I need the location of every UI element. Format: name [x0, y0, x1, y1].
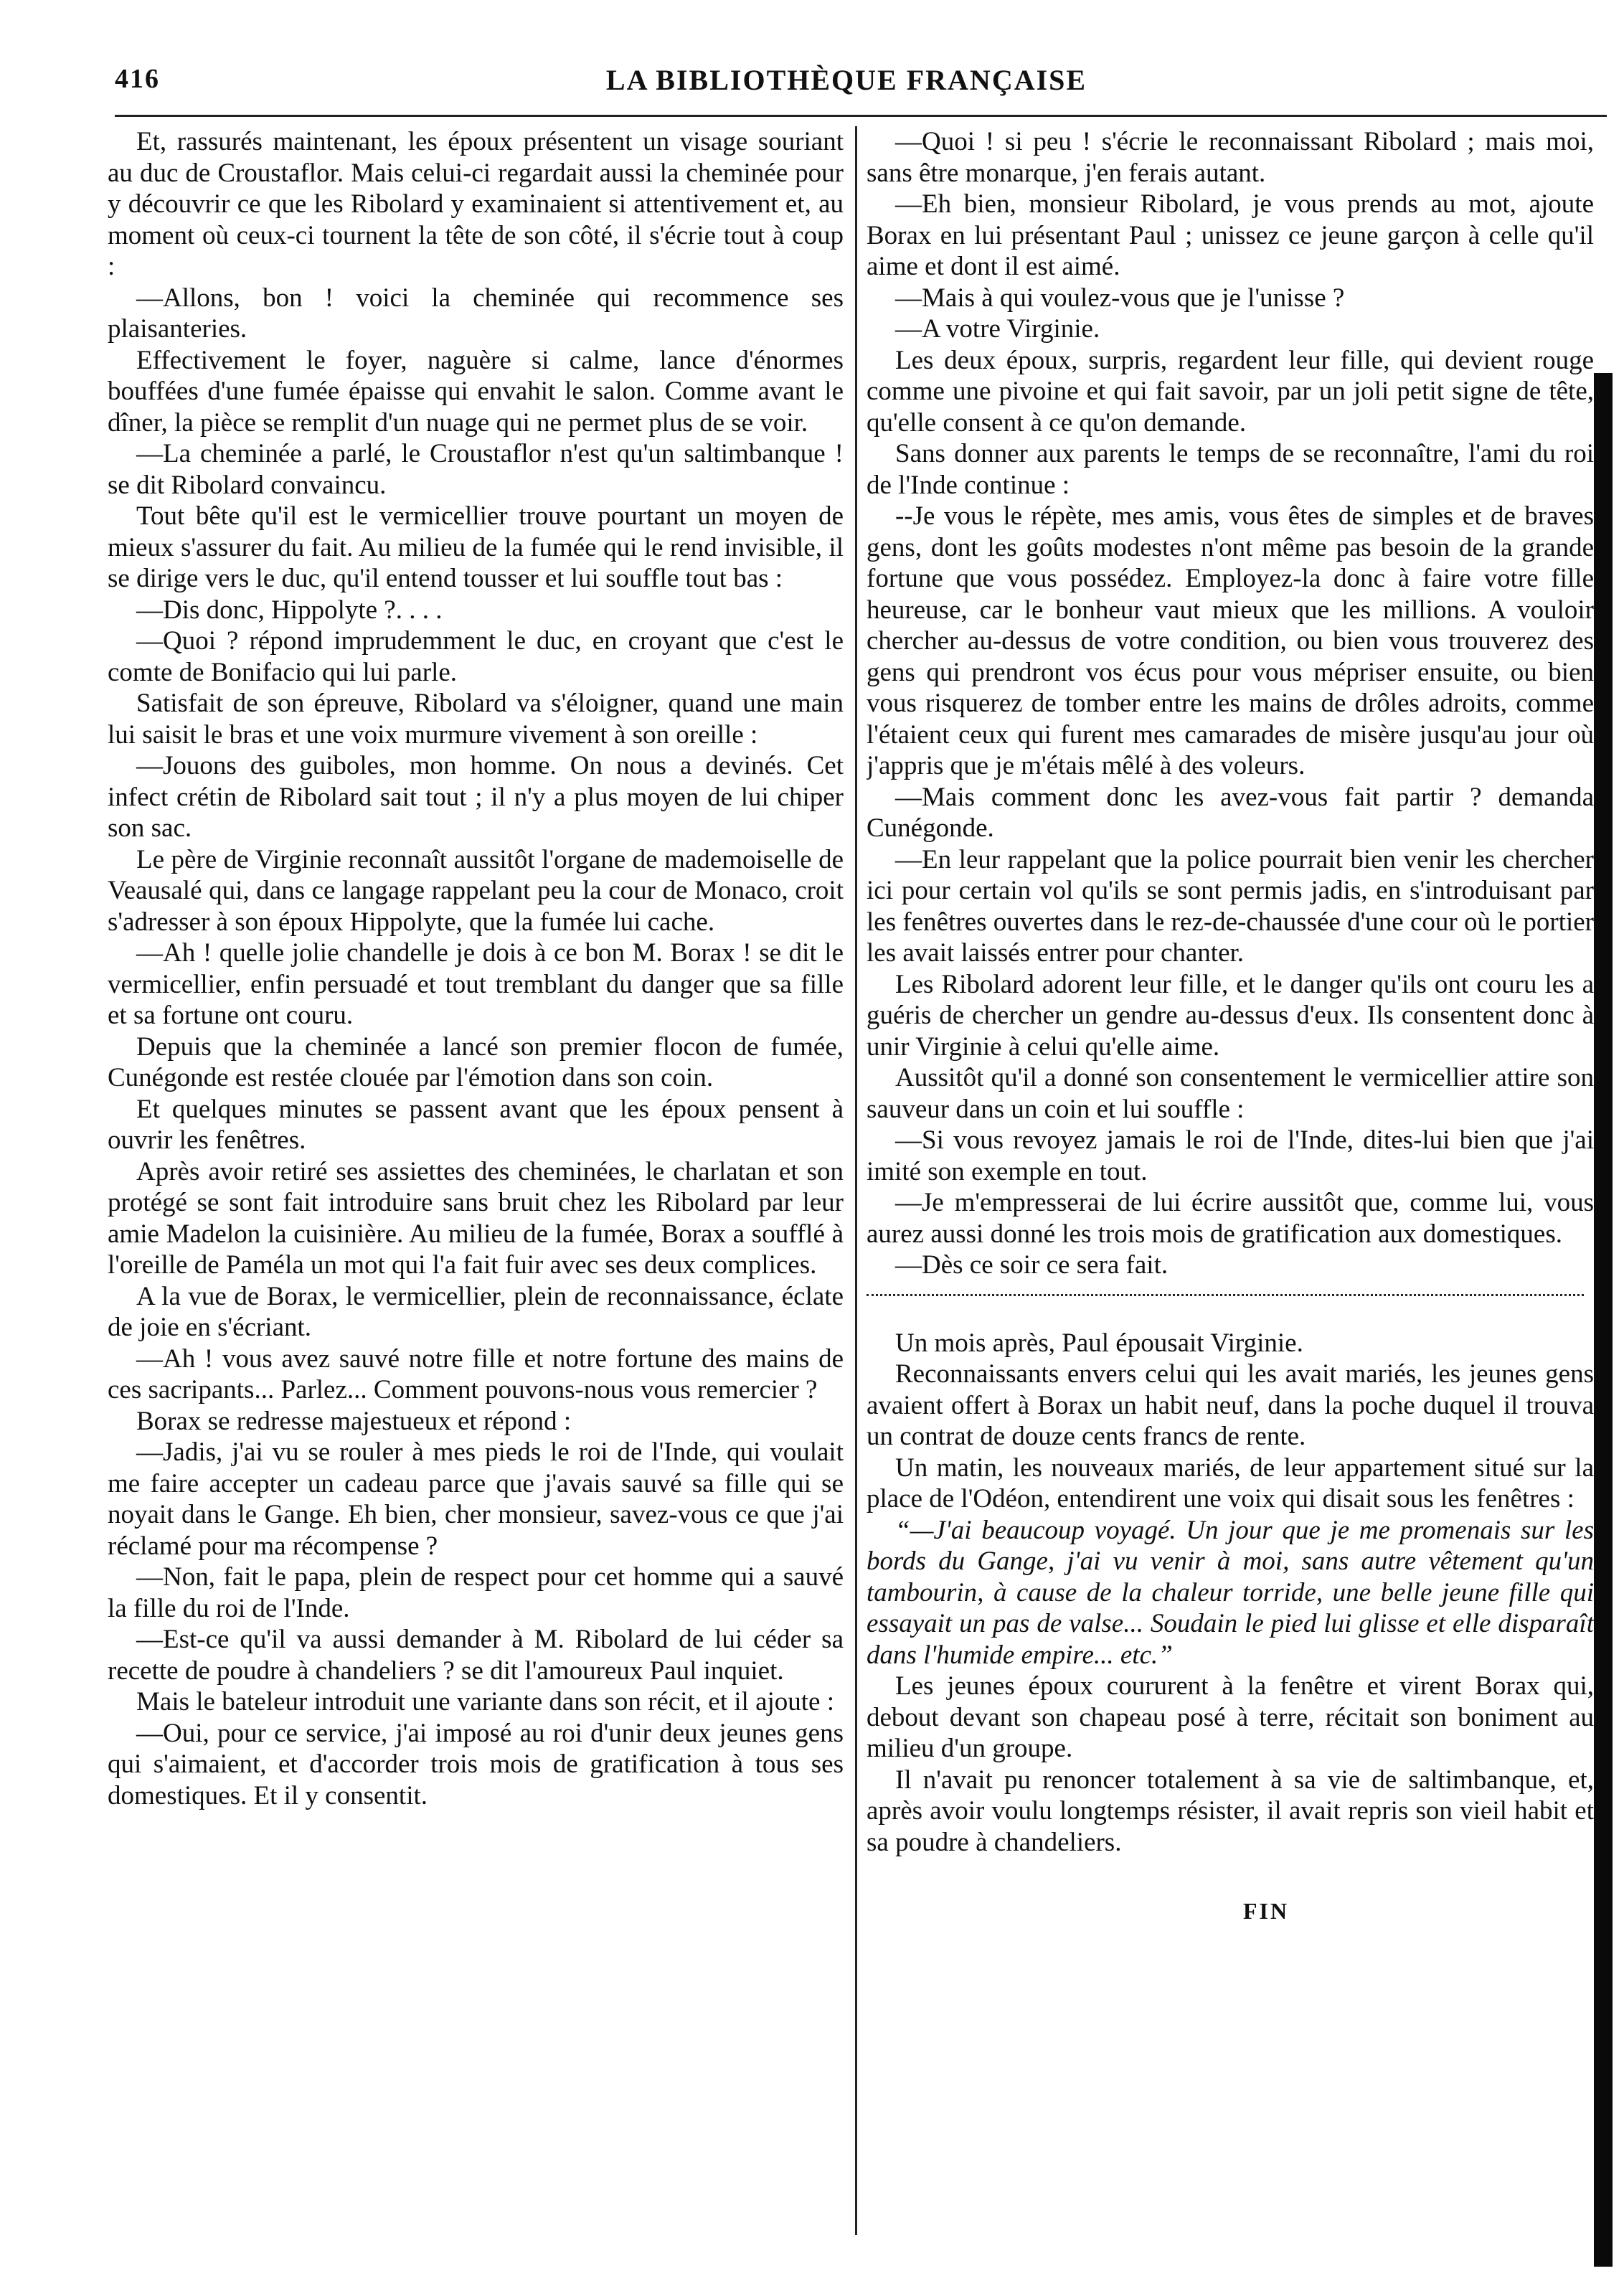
paragraph: --Je vous le répète, mes amis, vous êtes de simples et de braves gens, dont les goûts modestes n'ont même pas besoin de la grande fortune que vous possédez. Employez-la donc à faire votre fille heureuse, car le bonheur vaut mieux que les millions. A vouloir chercher au-dessus de votre condition, ou bien vous trouverez des gens qui prendront vos écus pour vous mépriser ensuite, ou bien vous risquerez de tomber entre les mains de drôles adroits, comme l'étaient ceux qui furent mes camarades de misère jusqu'au jour où j'appris que je m'étais mêlé à des voleurs.: [867, 501, 1594, 780]
paragraph: Depuis que la cheminée a lancé son premier flocon de fumée, Cunégonde est restée clouée par l'émotion dans son coin.: [108, 1031, 844, 1092]
paragraph: —Mais comment donc les avez-vous fait partir ? demanda Cunégonde.: [867, 782, 1594, 843]
paragraph: —Jouons des guiboles, mon homme. On nous a devinés. Cet infect crétin de Ribolard sait tout ; il n'y a plus moyen de lui chiper son sac.: [108, 751, 844, 843]
paragraph: Tout bête qu'il est le vermicellier trouve pourtant un moyen de mieux s'assurer du fait. Au milieu de la fumée qui le rend invisible, il se dirige vers le duc, qu'il entend tousser et lui souffle tout bas :: [108, 501, 844, 593]
running-title: LA BIBLIOTHÈQUE FRANÇAISE: [605, 64, 1087, 96]
paragraph: —Eh bien, monsieur Ribolard, je vous prends au mot, ajoute Borax en lui présentant Paul ; unissez ce jeune garçon à celle qu'il aime et dont il est aimé.: [867, 189, 1594, 281]
paragraph: —Ah ! vous avez sauvé notre fille et notre fortune des mains de ces sacripants... Parlez... Comment pouvons-nous vous remercier ?: [108, 1344, 844, 1404]
section-separator: [867, 1294, 1584, 1328]
paragraph: —A votre Virginie.: [895, 314, 1100, 344]
paragraph: Effectivement le foyer, naguère si calme, lance d'énormes bouffées d'une fumée épaisse qui envahit le salon. Comme avant le dîner, la pièce se remplit d'un nuage qui ne permet plus de se voir.: [108, 345, 844, 438]
paragraph: Un matin, les nouveaux mariés, de leur appartement situé sur la place de l'Odéon, entendirent une voix qui disait sous les fenêtres :: [867, 1453, 1594, 1514]
paragraph: —Jadis, j'ai vu se rouler à mes pieds le roi de l'Inde, qui voulait me faire accepter un cadeau parce que j'avais sauvé sa fille qui se noyait dans le Gange. Eh bien, cher monsieur, savez-vous ce que j'ai réclamé pour ma récompense ?: [108, 1437, 844, 1561]
header-rule: [115, 115, 1607, 117]
paragraph: —Allons, bon ! voici la cheminée qui recommence ses plaisanteries.: [108, 283, 844, 344]
page-number: 416: [115, 64, 160, 94]
column-divider: [855, 126, 857, 2235]
paragraph: Le père de Virginie reconnaît aussitôt l'organe de mademoiselle de Veausalé qui, dans ce langage rappelant peu la cour de Monaco, croit s'adresser à son époux Hippolyte, que la fumée lui cache.: [108, 844, 844, 937]
paragraph: —Dis donc, Hippolyte ?. . . .: [136, 595, 443, 625]
paragraph: Et, rassurés maintenant, les époux présentent un visage souriant au duc de Croustaflor. Mais celui-ci regardait aussi la cheminée pour y découvrir ce que les Ribolard y examinaient si attentivement et, au moment où ceux-ci tournent la tête de son côté, il s'écrie tout à coup :: [108, 127, 844, 281]
paragraph: Borax se redresse majestueux et répond :: [136, 1406, 572, 1436]
paragraph: Reconnaissants envers celui qui les avait mariés, les jeunes gens avaient offert à Borax un habit neuf, dans la poche duquel il trouva un contrat de douze cents francs de rente.: [867, 1359, 1594, 1451]
paragraph: —En leur rappelant que la police pourrait bien venir les chercher ici pour certain vol qu'ils se sont permis jadis, en s'introduisant par les fenêtres ouvertes dans le rez-de-chaussée d'une cour où le portier les avait laissés entrer pour chanter.: [867, 844, 1594, 968]
paragraph: —La cheminée a parlé, le Croustaflor n'est qu'un saltimbanque ! se dit Ribolard convaincu.: [108, 439, 844, 500]
paragraph: —Dès ce soir ce sera fait.: [895, 1250, 1169, 1280]
paragraph: —Oui, pour ce service, j'ai imposé au roi d'unir deux jeunes gens qui s'aimaient, et d'accorder trois mois de gratification à tous ses domestiques. Et il y consentit.: [108, 1718, 844, 1810]
paragraph: Aussitôt qu'il a donné son consentement le vermicellier attire son sauveur dans un coin et lui souffle :: [867, 1063, 1594, 1124]
paragraph: Satisfait de son épreuve, Ribolard va s'éloigner, quand une main lui saisit le bras et une voix murmure vivement à son oreille :: [108, 689, 844, 750]
paragraph: Mais le bateleur introduit une variante dans son récit, et il ajoute :: [136, 1687, 835, 1717]
paragraph: —Quoi ! si peu ! s'écrie le reconnaissant Ribolard ; mais moi, sans être monarque, j'en ferais autant.: [867, 127, 1594, 188]
paragraph: A la vue de Borax, le vermicellier, plein de reconnaissance, éclate de joie en s'écriant.: [108, 1281, 844, 1342]
paragraph: —Je m'empresserai de lui écrire aussitôt que, comme lui, vous aurez aussi donné les trois mois de gratification aux domestiques.: [867, 1188, 1594, 1249]
paragraph: Les deux époux, surpris, regardent leur fille, qui devient rouge comme une pivoine et qui fait savoir, par un joli petit signe de tête, qu'elle consent à ce qu'on demande.: [867, 345, 1594, 438]
paragraph: Après avoir retiré ses assiettes des cheminées, le charlatan et son protégé se sont fait introduire sans bruit chez les Ribolard par leur amie Madelon la cuisinière. Au milieu de la fumée, Borax a soufflé à l'oreille de Paméla un mot qui l'a fait fuir avec ses deux complices.: [108, 1156, 844, 1280]
paragraph: Il n'avait pu renoncer totalement à sa vie de saltimbanque, et, après avoir voulu longtemps résister, il avait repris son vieil habit et sa poudre à chandeliers.: [867, 1765, 1594, 1857]
paragraph: Un mois après, Paul épousait Virginie.: [895, 1328, 1303, 1358]
paragraph: Et quelques minutes se passent avant que les époux pensent à ouvrir les fenêtres.: [108, 1094, 844, 1155]
paragraph: —Si vous revoyez jamais le roi de l'Inde, dites-lui bien que j'ai imité son exemple en tout.: [867, 1125, 1594, 1186]
page-header: [115, 63, 1578, 106]
paragraph: —Est-ce qu'il va aussi demander à M. Ribolard de lui céder sa recette de poudre à chandeliers ? se dit l'amoureux Paul inquiet.: [108, 1625, 844, 1686]
paragraph: —Non, fait le papa, plein de respect pour cet homme qui a sauvé la fille du roi de l'Inde.: [108, 1562, 844, 1623]
right-column: [867, 126, 1594, 1925]
end-mark: FIN: [1242, 1898, 1290, 1924]
paragraph: —Quoi ? répond imprudemment le duc, en croyant que c'est le comte de Bonifacio qui lui parle.: [108, 626, 844, 687]
paragraph: —Ah ! quelle jolie chandelle je dois à ce bon M. Borax ! se dit le vermicellier, enfin persuadé et tout tremblant du danger que sa fille et sa fortune ont couru.: [108, 938, 844, 1030]
paragraph: Sans donner aux parents le temps de se reconnaître, l'ami du roi de l'Inde continue :: [867, 439, 1594, 500]
paragraph: —Mais à qui voulez-vous que je l'unisse ?: [895, 283, 1345, 313]
paragraph: Les jeunes époux coururent à la fenêtre et virent Borax qui, debout devant son chapeau posé à terre, récitait son boniment au milieu d'un groupe.: [867, 1671, 1594, 1763]
scan-edge-shadow: [1594, 373, 1613, 2267]
song-quote: “—J'ai beaucoup voyagé. Un jour que je me promenais sur les bords du Gange, j'ai vu venir à moi, sans autre vêtement qu'un tambourin, à cause de la chaleur torride, une belle jeune fille qui essayait un pas de valse... Soudain le pied lui glisse et elle disparaît dans l'humide empire... etc.”: [867, 1515, 1594, 1670]
paragraph: Les Ribolard adorent leur fille, et le danger qu'ils ont couru les a guéris de chercher un gendre au-dessus d'eux. Ils consentent donc à unir Virginie à celui qu'elle aime.: [867, 969, 1594, 1062]
left-column: [108, 126, 844, 1811]
